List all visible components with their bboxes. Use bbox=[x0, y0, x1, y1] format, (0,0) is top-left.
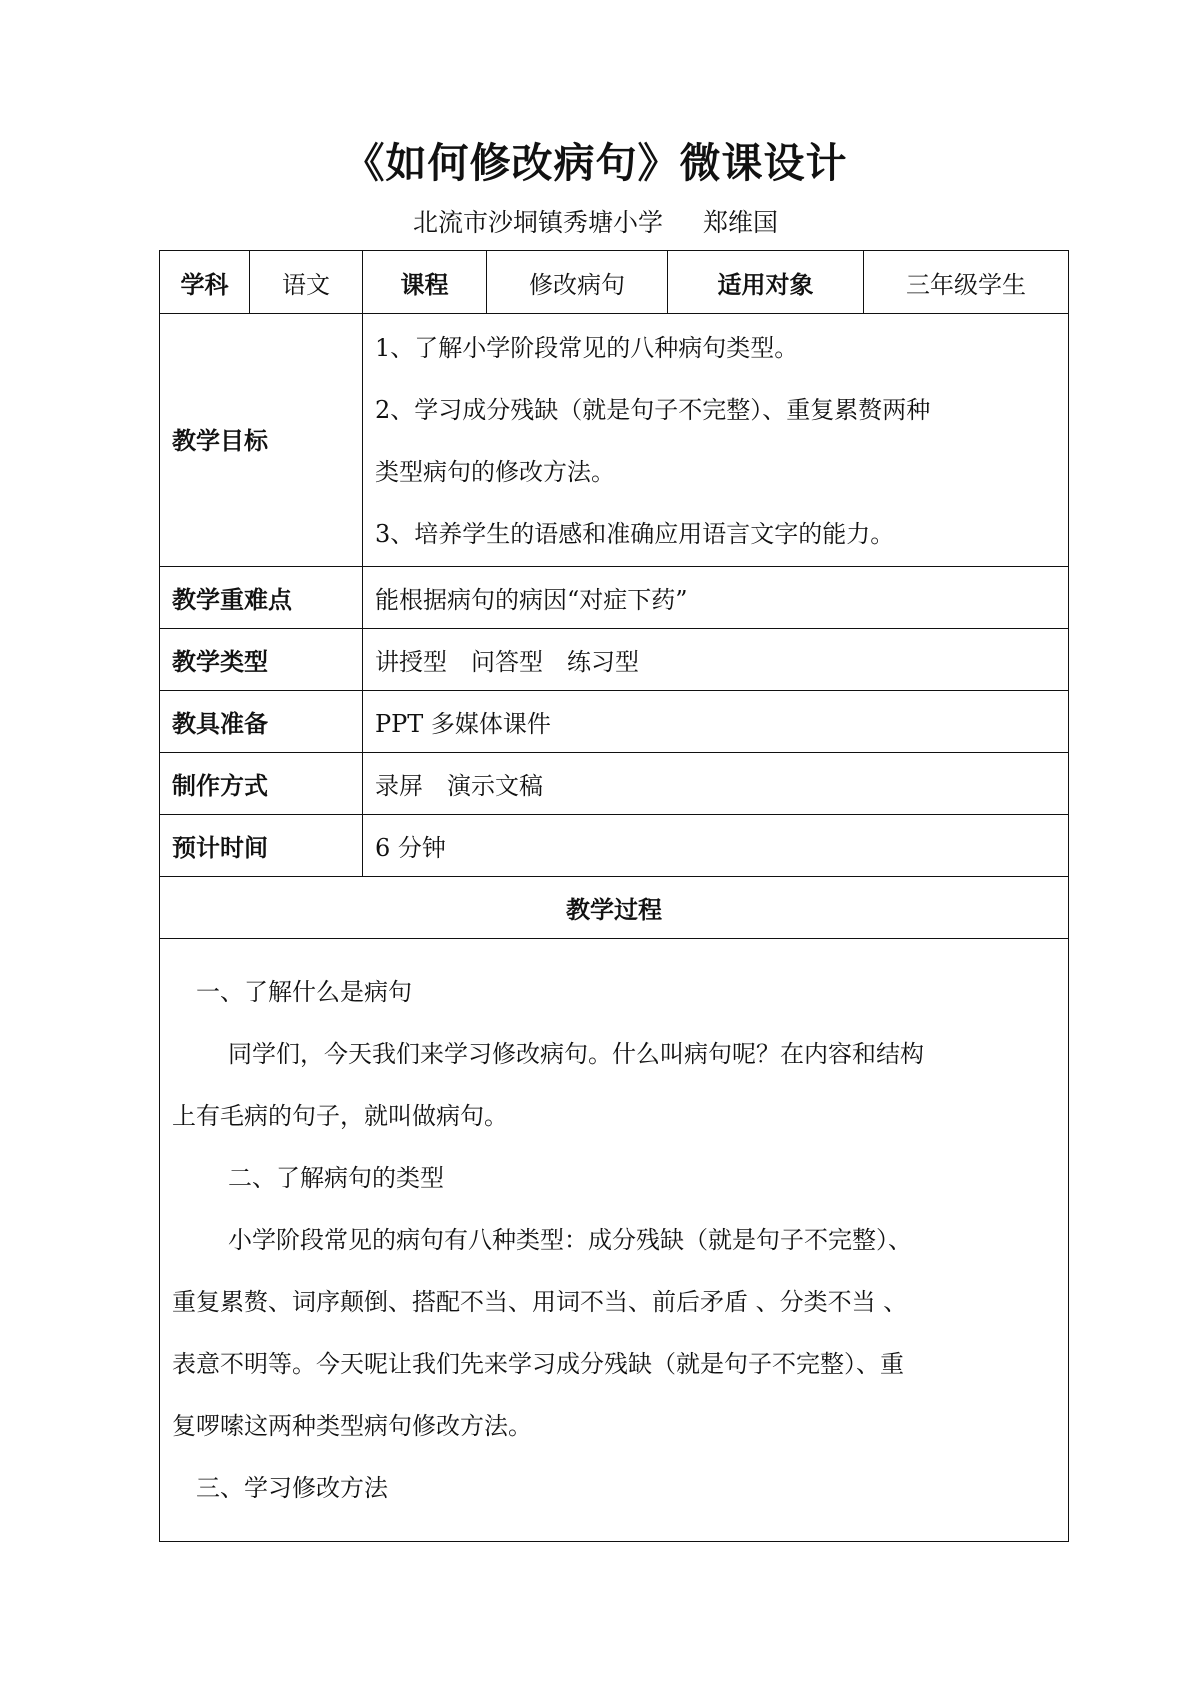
production-row bbox=[160, 753, 1069, 815]
course-label: 课程 bbox=[363, 251, 487, 314]
production-label: 制作方式 bbox=[160, 753, 363, 815]
teaching-type-label: 教学类型 bbox=[160, 629, 363, 691]
duration-row bbox=[160, 815, 1069, 877]
objective-line: 2、学习成分残缺（就是句子不完整）、重复累赘两种 bbox=[375, 396, 931, 424]
audience-label: 适用对象 bbox=[668, 251, 864, 314]
teaching-type-value: 讲授型 问答型 练习型 bbox=[363, 629, 1069, 691]
paragraph-line: 复啰嗦这两种类型病句修改方法。 bbox=[172, 1412, 532, 1440]
tools-row bbox=[160, 691, 1069, 753]
tools-value: PPT 多媒体课件 bbox=[363, 691, 1069, 753]
process-body-row bbox=[160, 939, 1069, 1542]
key-points-value: 能根据病句的病因“对症下药” bbox=[363, 567, 1069, 629]
teaching-type-row bbox=[160, 629, 1069, 691]
tools-label: 教具准备 bbox=[160, 691, 363, 753]
paragraph-line: 同学们，今天我们来学习修改病句。什么叫病句呢？在内容和结构 bbox=[228, 1040, 924, 1068]
duration-label: 预计时间 bbox=[160, 815, 363, 877]
paragraph-line: 重复累赘、词序颠倒、搭配不当、用词不当、前后矛盾 、分类不当 、 bbox=[172, 1288, 908, 1316]
document-subtitle bbox=[0, 203, 1191, 239]
section-heading: 三、学习修改方法 bbox=[196, 1474, 388, 1502]
subject-label: 学科 bbox=[160, 251, 250, 314]
objective-line: 类型病句的修改方法。 bbox=[375, 458, 615, 486]
section-heading: 一、了解什么是病句 bbox=[196, 978, 412, 1006]
section-heading: 二、了解病句的类型 bbox=[228, 1164, 444, 1192]
objective-line: 3、培养学生的语感和准确应用语言文字的能力。 bbox=[375, 520, 895, 548]
course-value: 修改病句 bbox=[487, 251, 668, 314]
key-points-row bbox=[160, 567, 1069, 629]
lesson-design-table bbox=[159, 250, 1069, 1542]
paragraph-line: 上有毛病的句子，就叫做病句。 bbox=[172, 1102, 508, 1130]
objectives-row bbox=[160, 314, 1069, 567]
audience-value: 三年级学生 bbox=[864, 251, 1069, 314]
process-title-row bbox=[160, 877, 1069, 939]
paragraph-line: 表意不明等。今天呢让我们先来学习成分残缺（就是句子不完整）、重 bbox=[172, 1350, 904, 1378]
key-points-label: 教学重难点 bbox=[160, 567, 363, 629]
document-title: 《如何修改病句》微课设计 bbox=[343, 139, 848, 187]
objectives-label: 教学目标 bbox=[172, 427, 268, 455]
objective-line: 1、了解小学阶段常见的八种病句类型。 bbox=[375, 334, 799, 362]
author-name: 郑维国 bbox=[703, 208, 779, 237]
info-header-row bbox=[160, 251, 1069, 314]
subject-value: 语文 bbox=[250, 251, 363, 314]
school-name: 北流市沙垌镇秀塘小学 bbox=[412, 208, 663, 237]
duration-value: 6 分钟 bbox=[363, 815, 1069, 877]
paragraph-line: 小学阶段常见的病句有八种类型：成分残缺（就是句子不完整）、 bbox=[228, 1226, 912, 1254]
process-title: 教学过程 bbox=[160, 877, 1069, 939]
production-value: 录屏 演示文稿 bbox=[363, 753, 1069, 815]
